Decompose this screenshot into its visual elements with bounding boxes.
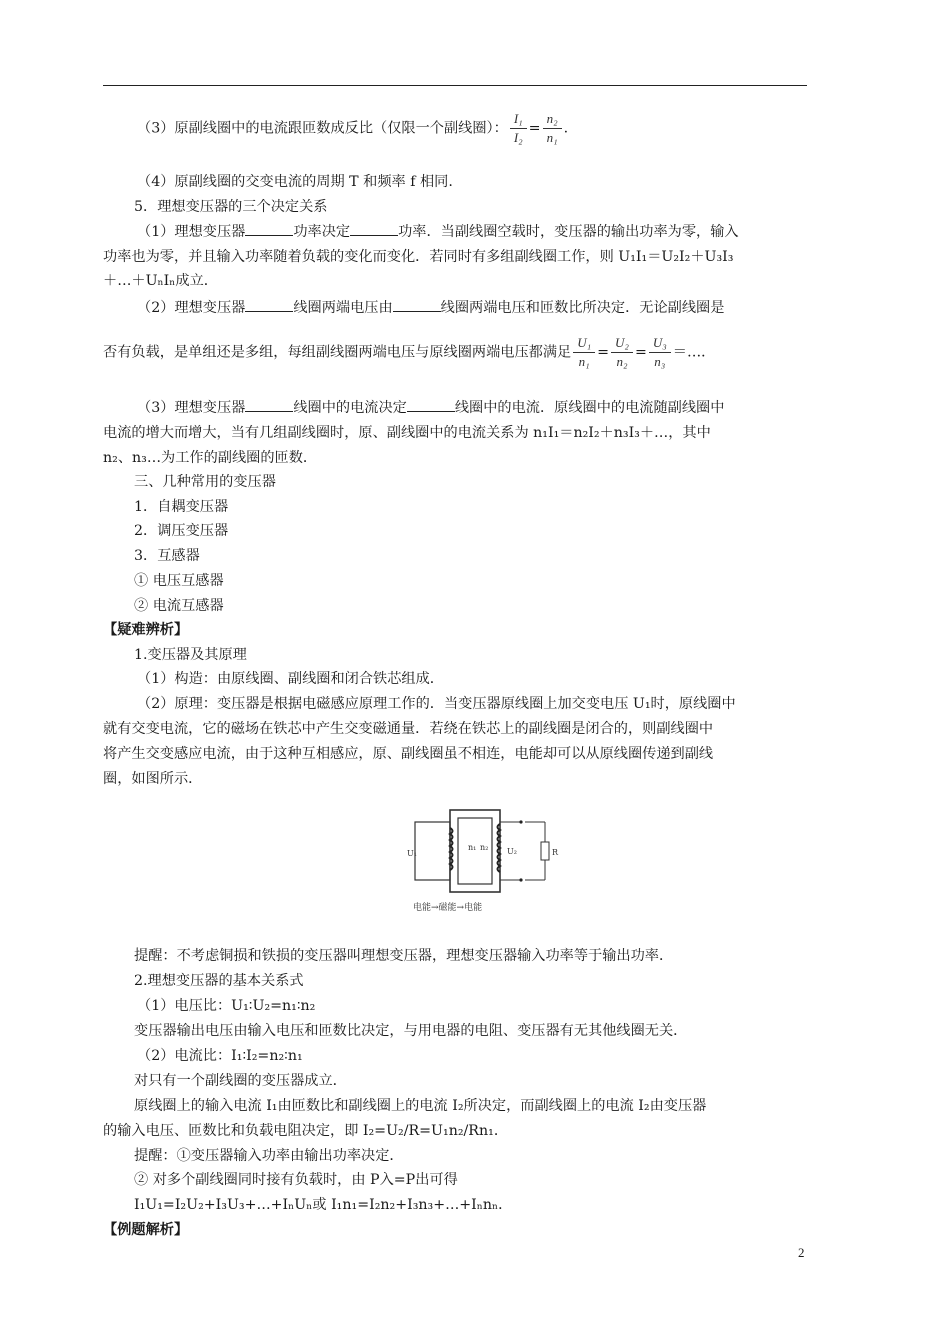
subheading-transformer: 1.变压器及其原理 [134,647,247,663]
fraction-n2-n1: $\frac{\text{n₂}}{\text{n₁}}$ [543,110,562,147]
line-turns-note: n₂、n₃…为工作的副线圈的匝数． [103,450,318,466]
line-power-equation: I₁U₁=I₂U₂+I₃U₃+…+IₙUₙ或 I₁n₁=I₂n₂+I₃n₃+…+Iₙnₙ． [134,1197,513,1213]
line-voltage-ratio-formula: （1）电压比：U₁∶U₂=n₁∶n₂ [137,998,316,1014]
header-rule [103,85,807,86]
page-number: 2 [798,1245,805,1260]
section-heading-3: 三、几种常用的变压器 [134,474,276,490]
line-current-ratio-formula: （2）电流比：I₁∶I₂=n₂∶n₁ [137,1048,303,1064]
line-period-frequency: （4）原副线圈的交变电流的周期 T 和频率 f 相同. [137,174,453,190]
subheading-relations: 2.理想变压器的基本关系式 [134,973,304,989]
fraction-i1-i2: $\frac{\text{I₁}}{\text{I₂}}$ [510,110,527,147]
fig-label-u1: U₁ [407,849,417,858]
line-principle-2: 就有交变电流，它的磁场在铁芯中产生交变磁通量．若绕在铁芯上的副线圈是闭合的，则副线圈中 [103,721,714,737]
line-output-voltage: 变压器输出电压由输入电压和匝数比决定，与用电器的电阻、变压器有无其他线圈无关． [134,1023,688,1039]
line-input-current: 原线圈上的输入电流 I₁由匝数比和副线圈上的电流 I₂所决定，而副线圈上的电流 I₂由变压器 [134,1098,707,1114]
line-principle-4: 圈，如图所示． [103,771,203,787]
line-reminder: 提醒：不考虑铜损和铁损的变压器叫理想变压器，理想变压器输入功率等于输出功率． [134,948,674,964]
list-item: 2．调压变压器 [134,523,229,539]
list-item: 3．互感器 [134,548,200,564]
fig-label-n2: n₂ [480,843,489,852]
line-current-relation: 电流的增大而增大，当有几组副线圈时，原、副线圈中的电流关系为 n₁I₁＝n₂I₂＋n₃I₃＋…，其中 [103,425,711,441]
line-current-ratio: （3）原副线圈中的电流跟匝数成反比（仅限一个副线圈）： $\frac{\text{I₁}}{\text{I₂}}$ = $\frac{\text{n₂}}{\text{n₁}}$ . [137,111,569,145]
list-item: 1．自耦变压器 [134,499,229,515]
line-principle: （2）原理：变压器是根据电磁感应原理工作的．当变压器原线圈上加交变电压 U₁时，原线圈中 [137,696,736,712]
section-heading-5: 5．理想变压器的三个决定关系 [134,199,328,215]
fig-label-u2: U₂ [507,847,517,856]
line-power-zero: 功率也为零，并且输入功率随着负载的变化而变化．若同时有多组副线圈工作，则 U₁I₁＝U₂I₂＋U₃I₃ [103,249,734,265]
line-power-sum: ＋…＋UₙIₙ成立． [103,273,218,289]
transformer-diagram [405,800,575,920]
section-heading-difficult: 【疑难辨析】 [103,622,189,638]
line-reminder-2: 提醒：①变压器输入功率由输出功率决定． [134,1148,404,1164]
line-single-secondary: 对只有一个副线圈的变压器成立． [134,1073,347,1089]
line-structure: （1）构造：由原线圈、副线圈和闭合铁芯组成． [137,671,444,687]
line-voltage-decides: （2）理想变压器 线圈两端电压由 线圈两端电压和匝数比所决定．无论副线圈是 [137,300,725,316]
line-power-decides: （1）理想变压器 功率决定 功率．当副线圈空载时，变压器的输出功率为零，输入 [137,224,739,240]
line-voltage-ratio: 否有负载，是单组还是多组，每组副线圈两端电压与原线圈两端电压都满足 $\frac{\text{U₁}}{\text{n₁}}$ = $\frac{\text{U₂}}{\text{n₂}}$ = $\frac{\text{U₃}}{\text{n₃}}$ ＝…． [103,335,716,369]
line-multi-secondary: ② 对多个副线圈同时接有负载时，由 P入=P出可得 [134,1172,458,1188]
line-input-current-2: 的输入电压、匝数比和负载电阻决定，即 I₂=U₂/R=U₁n₂/Rn₁． [103,1123,509,1139]
list-item: ① 电压互感器 [134,573,224,589]
fig-label-n1: n₁ [468,843,477,852]
section-heading-examples: 【例题解析】 [103,1222,189,1238]
line-principle-3: 将产生交变感应电流，由于这种互相感应，原、副线圈虽不相连，电能却可以从原线圈传递到副线 [103,746,714,762]
line-current-decides: （3）理想变压器 线圈中的电流决定 线圈中的电流．原线圈中的电流随副线圈中 [137,400,725,416]
fig-label-r: R [552,848,559,857]
fig-caption: 电能→磁能→电能 [413,903,483,913]
list-item: ② 电流互感器 [134,598,224,614]
